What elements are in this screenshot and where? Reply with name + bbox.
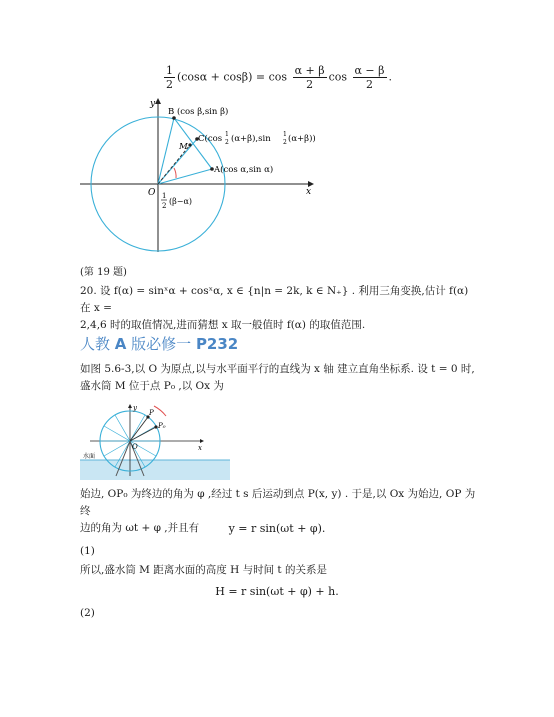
y-axis-arrow bbox=[155, 98, 161, 104]
angle-line-1: 始边, OP₀ 为终边的角为 φ ,经过 t s 后运动到点 P(x, y) . 于是,以 Ox 为始边, OP 为终 bbox=[80, 488, 476, 517]
formula-end: . bbox=[388, 70, 392, 84]
heading-part-2: 版必修一 bbox=[126, 335, 196, 353]
y-axis-label: y bbox=[150, 99, 156, 109]
equation-1-number: (1) bbox=[80, 545, 95, 557]
equation-1: y = r sin(ωt + φ). bbox=[228, 522, 326, 535]
height-paragraph: 所以,盛水筒 M 距离水面的高度 H 与时间 t 的关系是 bbox=[80, 564, 327, 576]
label-C-half2-num: 1 bbox=[283, 131, 287, 138]
label-C-half2-den: 2 bbox=[283, 139, 287, 146]
fraction-half bbox=[164, 64, 175, 91]
heading-edition: A bbox=[114, 335, 127, 353]
rotation-arrow bbox=[154, 406, 166, 416]
problem-20 bbox=[80, 283, 480, 334]
point-M bbox=[188, 143, 191, 146]
wheel-y-arrow bbox=[128, 404, 132, 408]
problem-20-line-1: 20. 设 f(α) = sinˣα + cosˣα, x ∈ {n|n = 2k, k ∈ N₊} . 利用三角变换,估计 f(α) 在 x = bbox=[80, 285, 469, 314]
label-A: A(cos α,sin α) bbox=[214, 165, 274, 175]
formula-lhs: (cosα + cosβ) = cos bbox=[176, 70, 288, 84]
fraction-numerator: α + β bbox=[294, 64, 325, 77]
figure-caption: (第 19 题) bbox=[80, 267, 127, 278]
fraction-numerator: 1 bbox=[165, 64, 173, 77]
fraction-numerator: α − β bbox=[354, 64, 385, 77]
equation-2-number: (2) bbox=[80, 607, 95, 619]
fraction-alpha-plus-beta bbox=[293, 64, 327, 91]
label-B: B (cos β,sin β) bbox=[168, 107, 229, 117]
fraction-alpha-minus-beta bbox=[353, 64, 387, 91]
intro-line-1: 如图 5.6-3,以 O 为原点,以与水平面平行的直线为 x 轴 建立直角坐标系. 设 t = 0 时, bbox=[80, 363, 475, 375]
angle-half-den: 2 bbox=[162, 202, 167, 210]
label-C-mid: (α+β),sin bbox=[231, 134, 271, 144]
fraction-denominator: 2 bbox=[306, 78, 314, 91]
angle-arc bbox=[174, 168, 176, 178]
label-C-half1-num: 1 bbox=[225, 131, 229, 138]
problem-20-line-2: 2,4,6 时的取值情况,进而猜想 x 取一般值时 f(α) 的取值范围. bbox=[80, 319, 366, 331]
wheel-label-P: P bbox=[149, 409, 154, 417]
heading-page: P232 bbox=[195, 335, 239, 353]
formula-cos: cos bbox=[328, 70, 347, 84]
wheel-label-O: O bbox=[132, 443, 138, 451]
label-angle: (β−α) bbox=[169, 197, 192, 206]
origin-label: O bbox=[148, 188, 156, 198]
wheel-label-P0: P₀ bbox=[158, 422, 166, 430]
label-C-post: (α+β)) bbox=[288, 134, 316, 144]
x-axis-label: x bbox=[306, 187, 312, 197]
intro-line-2: 盛水筒 M 位于点 P₀ ,以 Ox 为 bbox=[80, 380, 224, 392]
label-M: M bbox=[179, 142, 188, 152]
radius-OA bbox=[158, 169, 212, 184]
fraction-denominator: 2 bbox=[165, 78, 173, 91]
wheel-x-arrow bbox=[200, 439, 204, 443]
heading-part-1: 人教 bbox=[80, 335, 115, 353]
segment-OP bbox=[130, 417, 148, 441]
label-C-pre: C(cos bbox=[198, 134, 223, 144]
angle-line-2: 边的角为 ωt + φ ,并且有 bbox=[80, 522, 200, 534]
fraction-denominator: 2 bbox=[366, 78, 373, 91]
unit-circle-figure bbox=[80, 96, 320, 254]
intro-paragraph bbox=[80, 361, 480, 395]
formula-sum-to-product bbox=[0, 64, 554, 91]
wheel-label-x: x bbox=[198, 444, 202, 452]
water-wheel-figure bbox=[80, 404, 230, 480]
wheel-label-y: y bbox=[133, 404, 137, 412]
section-heading bbox=[80, 333, 238, 354]
water-surface bbox=[80, 460, 230, 480]
angle-half-num: 1 bbox=[162, 192, 167, 200]
wheel-label-water: 水面 bbox=[83, 453, 96, 460]
label-C-half1-den: 2 bbox=[225, 139, 229, 146]
equation-2: H = r sin(ωt + φ) + h. bbox=[215, 585, 339, 598]
